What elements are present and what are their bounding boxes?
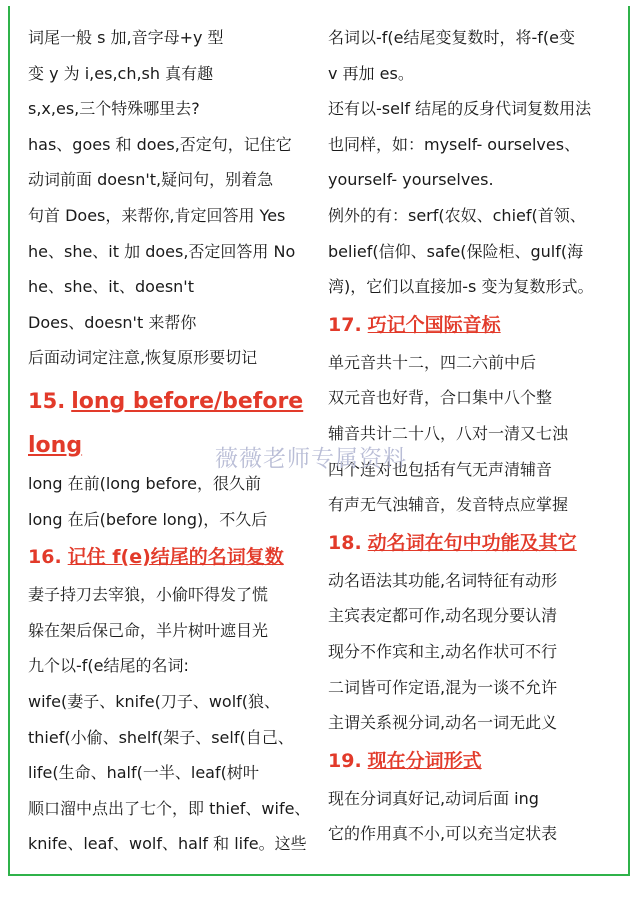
section-title: 记住 f(e)结尾的名词复数 bbox=[67, 546, 284, 569]
text-line: he、she、it 加 does,否定回答用 No bbox=[28, 241, 296, 261]
text-line: yourself- yourselves. bbox=[328, 170, 494, 190]
section-18-heading bbox=[328, 523, 622, 563]
text-line: 动词前面 doesn't,疑问句，别着急 bbox=[28, 170, 274, 190]
text-line: 例外的有：serf(农奴、chief(首领、 bbox=[328, 205, 586, 225]
section-number: 18. bbox=[328, 531, 362, 554]
text-line: life(生命、half(一半、leaf(树叶 bbox=[28, 763, 259, 783]
text-line: 躲在架后保己命，半片树叶遮目光 bbox=[28, 620, 269, 640]
text-line: 主谓关系视分词,动名一词无此义 bbox=[328, 713, 558, 733]
text-line: 四个连对也包括有气无声清辅音 bbox=[328, 459, 553, 479]
text-line: 现分不作宾和主,动名作状可不行 bbox=[328, 641, 558, 661]
section-17-heading bbox=[328, 305, 622, 345]
text-line: 二词皆可作定语,混为一谈不允许 bbox=[328, 677, 558, 697]
text-line: 顺口溜中点出了七个，即 thief、wife、 bbox=[28, 798, 311, 818]
section-16-heading bbox=[28, 537, 322, 577]
section-number: 19. bbox=[328, 749, 362, 772]
text-line: 后面动词定注意,恢复原形要切记 bbox=[28, 348, 258, 368]
section-title: long bbox=[28, 432, 83, 458]
text-line: s,x,es,三个特殊哪里去? bbox=[28, 99, 200, 119]
text-line: 也同样，如：myself- ourselves、 bbox=[328, 134, 581, 154]
text-line: v 再加 es。 bbox=[328, 63, 414, 83]
text-line: Does、doesn't 来帮你 bbox=[28, 312, 197, 332]
text-line: 还有以-self 结尾的反身代词复数用法 bbox=[328, 99, 592, 119]
text-line: 句首 Does，来帮你,肯定回答用 Yes bbox=[28, 205, 286, 225]
section-15-heading bbox=[28, 376, 322, 426]
section-title: 巧记个国际音标 bbox=[367, 313, 501, 336]
text-line: 九个以-f(e结尾的名词: bbox=[28, 656, 189, 676]
text-line: 它的作用真不小,可以充当定状表 bbox=[328, 824, 558, 844]
text-line: has、goes 和 does,否定句，记住它 bbox=[28, 134, 292, 154]
text-line: knife、leaf、wolf、half 和 life。这些 bbox=[28, 834, 307, 854]
text-line: thief(小偷、shelf(架子、self(自己、 bbox=[28, 727, 294, 747]
text-line: 辅音共计二十八，八对一清又七浊 bbox=[328, 423, 569, 443]
text-line: 主宾表定都可作,动名现分要认清 bbox=[328, 606, 558, 626]
section-number: 15. bbox=[28, 388, 66, 413]
section-title: 动名词在句中功能及其它 bbox=[367, 531, 577, 554]
bottom-margin bbox=[0, 878, 640, 905]
right-column bbox=[328, 20, 622, 852]
text-line: 变 y 为 i,es,ch,sh 真有趣 bbox=[28, 63, 214, 83]
text-line: long 在前(long before，很久前 bbox=[28, 473, 261, 493]
text-line: 动名语法其功能,名词特征有动形 bbox=[328, 570, 558, 590]
section-number: 16. bbox=[28, 546, 62, 569]
text-line: he、she、it、doesn't bbox=[28, 277, 194, 297]
text-line: 单元音共十二，四二六前中后 bbox=[328, 352, 537, 372]
watermark: 薇薇老师专属资料 bbox=[215, 446, 407, 472]
text-line: 有声无气浊辅音，发音特点应掌握 bbox=[328, 495, 569, 515]
text-line: 双元音也好背，合口集中八个整 bbox=[328, 388, 553, 408]
text-line: 妻子持刀去宰狼，小偷吓得发了慌 bbox=[28, 585, 269, 605]
text-line: 词尾一般 s 加,音字母+y 型 bbox=[28, 28, 224, 47]
text-line: 名词以-f(e结尾变复数时，将-f(e变 bbox=[328, 28, 575, 47]
text-line: long 在后(before long)，不久后 bbox=[28, 509, 268, 529]
section-title: long before/before bbox=[71, 388, 304, 414]
section-title: 现在分词形式 bbox=[367, 749, 482, 772]
text-line: wife(妻子、knife(刀子、wolf(狼、 bbox=[28, 691, 281, 711]
text-line: belief(信仰、safe(保险柜、gulf(海 bbox=[328, 241, 584, 261]
section-19-heading bbox=[328, 741, 622, 781]
text-line: 现在分词真好记,动词后面 ing bbox=[328, 788, 539, 808]
text-line: 湾)，它们以直接加-s 变为复数形式。 bbox=[328, 277, 594, 297]
section-number: 17. bbox=[328, 313, 362, 336]
